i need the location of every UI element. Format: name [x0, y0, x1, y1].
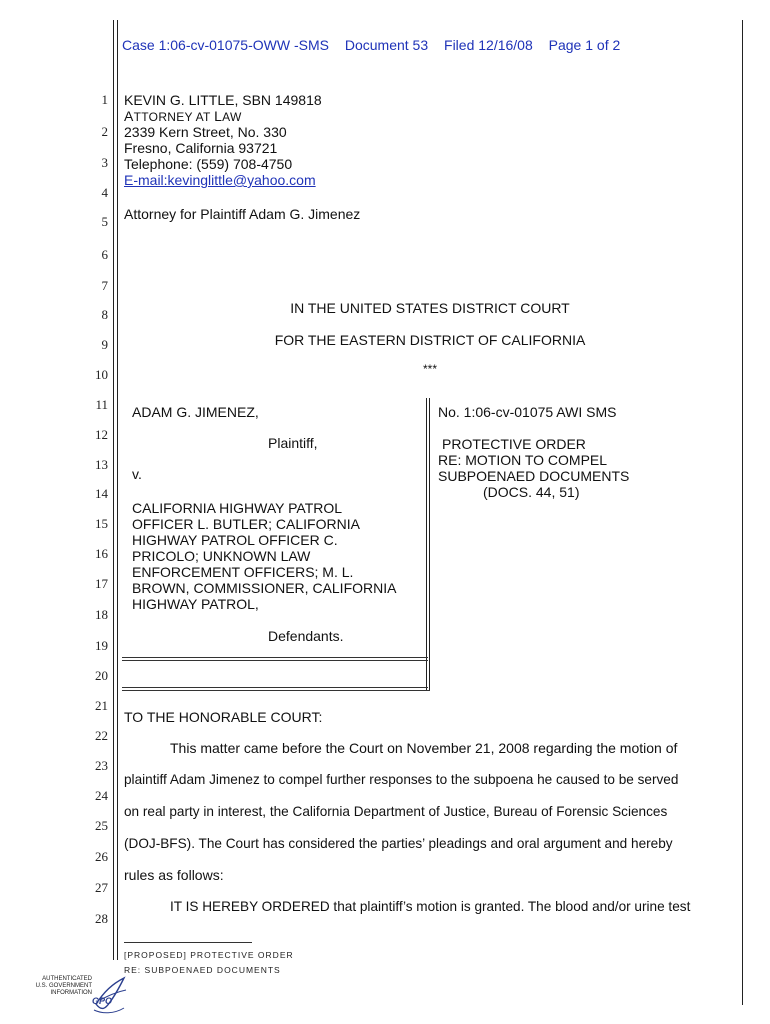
- line-number: 24: [95, 788, 108, 803]
- line-number: 26: [95, 849, 108, 864]
- footer-rule: [124, 942, 252, 943]
- line-number: 17: [95, 576, 108, 591]
- document-title-line: RE: MOTION TO COMPEL: [438, 452, 608, 468]
- line-number: 14: [95, 486, 108, 501]
- defendant-line: PRICOLO; UNKNOWN LAW: [132, 548, 311, 564]
- caption-rule-top-2: [122, 660, 428, 661]
- salutation: TO THE HONORABLE COURT:: [124, 709, 323, 725]
- line-number: 1: [101, 92, 108, 107]
- line-number: 28: [95, 911, 108, 926]
- defendant-line: HIGHWAY PATROL OFFICER C.: [132, 532, 338, 548]
- pleading-rule-left-inner: [117, 20, 118, 960]
- line-number: 8: [101, 307, 108, 322]
- court-separator: ***: [422, 362, 437, 376]
- document-title: [438, 436, 629, 500]
- line-number: 23: [95, 758, 108, 773]
- line-number: 21: [95, 698, 108, 713]
- header-filed: Filed 12/16/08: [444, 37, 533, 53]
- court-district: FOR THE EASTERN DISTRICT OF CALIFORNIA: [274, 332, 586, 348]
- seal-line: INFORMATION: [50, 990, 92, 996]
- versus: v.: [132, 466, 142, 482]
- body-line: IT IS HEREBY ORDERED that plaintiff’s motion is granted. The blood and/or urine test: [170, 899, 691, 914]
- document-title-line: (DOCS. 44, 51): [483, 484, 580, 500]
- line-number: 19: [95, 638, 108, 653]
- attorney-title-c: L: [214, 108, 223, 124]
- line-number: 22: [95, 728, 108, 743]
- footer-title-1: [PROPOSED] PROTECTIVE ORDER: [124, 950, 294, 960]
- body-line: plaintiff Adam Jimenez to compel further responses to the subpoena he caused to be served: [124, 772, 679, 787]
- line-number: 25: [95, 818, 108, 833]
- line-number: 13: [95, 457, 108, 472]
- line-number: 2: [101, 124, 108, 139]
- attorney-telephone: Telephone: (559) 708-4750: [124, 156, 293, 172]
- attorney-address-city: Fresno, California 93721: [124, 140, 278, 156]
- plaintiff-label: Plaintiff,: [268, 435, 318, 451]
- header-case-number: Case 1:06-cv-01075-OWW -SMS: [122, 37, 329, 53]
- line-number: 10: [95, 367, 108, 382]
- line-number: 12: [95, 427, 108, 442]
- line-number: 15: [95, 516, 108, 531]
- line-number: 16: [95, 546, 108, 561]
- seal-line: AUTHENTICATED: [42, 976, 92, 982]
- caption-rule-bottom: [122, 687, 428, 688]
- attorney-email-link[interactable]: E-mail:kevinglittle@yahoo.com: [124, 172, 316, 188]
- line-number: 4: [101, 185, 108, 200]
- pleading-rule-left-outer: [113, 20, 114, 960]
- defendant-line: BROWN, COMMISSIONER, CALIFORNIA: [132, 580, 397, 596]
- line-number: 27: [95, 880, 108, 895]
- body-line: This matter came before the Court on November 21, 2008 regarding the motion of: [170, 740, 678, 756]
- line-number: 6: [101, 247, 108, 262]
- line-number: 18: [95, 607, 108, 622]
- body-line: rules as follows:: [124, 867, 224, 883]
- defendant-line: HIGHWAY PATROL,: [132, 596, 259, 612]
- caption-divider-outer: [426, 398, 427, 690]
- attorney-address-street: 2339 Kern Street, No. 330: [124, 124, 287, 140]
- attorney-title: [124, 108, 242, 125]
- defendants-label: Defendants.: [268, 628, 344, 644]
- case-number: No. 1:06-cv-01075 AWI SMS: [438, 404, 617, 420]
- attorney-title-d: AW: [222, 110, 242, 124]
- footer-title-2: RE: SUBPOENAED DOCUMENTS: [124, 965, 281, 975]
- attorney-title-a: A: [124, 108, 134, 124]
- plaintiff-name: ADAM G. JIMENEZ,: [132, 404, 259, 420]
- defendant-line: OFFICER L. BUTLER; CALIFORNIA: [132, 516, 360, 532]
- header-page: Page 1 of 2: [548, 37, 621, 53]
- document-title-line: PROTECTIVE ORDER: [442, 436, 586, 452]
- caption-divider-inner: [429, 398, 430, 690]
- defendants-list: [132, 500, 396, 612]
- line-number: 5: [101, 214, 108, 229]
- attorney-title-b: TTORNEY AT: [133, 110, 215, 124]
- line-number: 11: [95, 397, 108, 412]
- seal-line: U.S. GOVERNMENT: [35, 983, 92, 989]
- line-number: 20: [95, 668, 108, 683]
- line-number: 9: [101, 337, 108, 352]
- body-line: on real party in interest, the California Department of Justice, Bureau of Forensic Sciences: [124, 804, 668, 819]
- filing-header: [122, 37, 632, 53]
- line-number: 7: [101, 278, 108, 293]
- defendant-line: CALIFORNIA HIGHWAY PATROL: [132, 500, 343, 516]
- attorney-name: KEVIN G. LITTLE, SBN 149818: [124, 92, 322, 108]
- court-name: IN THE UNITED STATES DISTRICT COURT: [290, 300, 570, 316]
- body-line: (DOJ-BFS). The Court has considered the parties’ pleadings and oral argument and hereby: [124, 836, 673, 851]
- document-title-line: SUBPOENAED DOCUMENTS: [438, 468, 630, 484]
- pleading-rule-right: [742, 20, 743, 1005]
- caption-rule-top: [122, 657, 428, 658]
- seal-mark: GPO: [92, 996, 113, 1006]
- header-document: Document 53: [344, 37, 429, 53]
- attorney-for: Attorney for Plaintiff Adam G. Jimenez: [124, 206, 361, 222]
- gpo-authentication-seal: [30, 974, 130, 1018]
- defendant-line: ENFORCEMENT OFFICERS; M. L.: [132, 564, 354, 580]
- caption-rule-bottom-2: [122, 690, 430, 691]
- line-number: 3: [101, 155, 108, 170]
